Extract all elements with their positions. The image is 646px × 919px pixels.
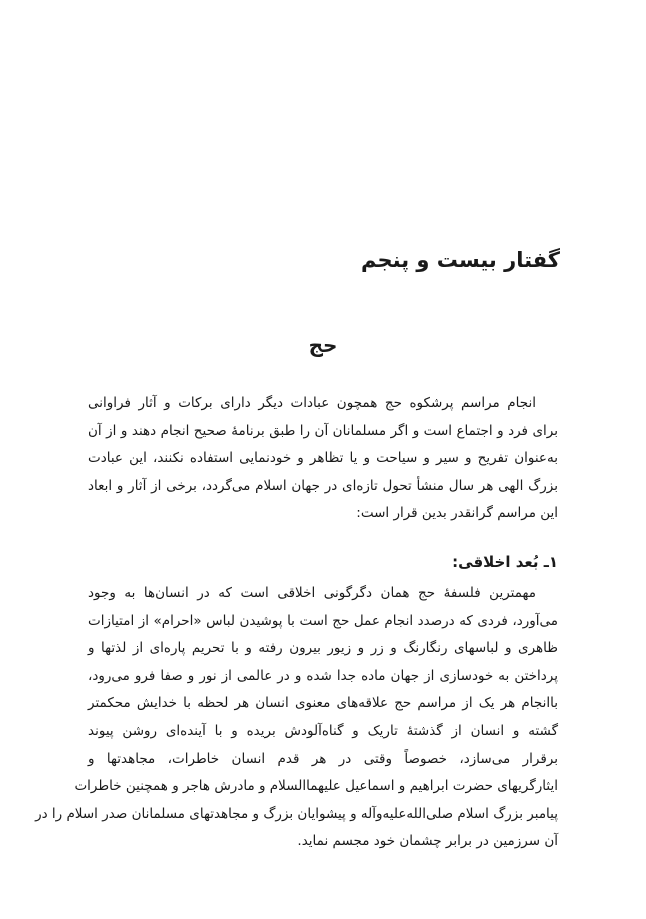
paragraph-line: برای فرد و اجتماع است و اگر مسلمانان آن را طبق برنامهٔ صحیح انجام دهند و از آن <box>88 422 558 439</box>
paragraph-line: آن سرزمین در برابر چشمان خود مجسم نماید. <box>297 833 558 850</box>
intro-paragraph <box>88 390 558 528</box>
paragraph-line: می‌آورد، فردی که درصدد انجام عمل حج است با پوشیدن لباس «احرام» از امتیازات <box>88 612 558 629</box>
chapter-title: گفتار بیست و پنجم <box>361 248 560 272</box>
paragraph-line: به‌عنوان تفریح و سیر و سیاحت و یا تظاهر و خودنمایی استفاده نکنند، این عبادت <box>88 450 558 467</box>
paragraph-line: گشته و انسان از گذشتهٔ تاریک و گناه‌آلودش بریده و با آینده‌ای روشن پیوند <box>88 722 558 739</box>
paragraph-line: پرداختن به خودسازی از جهان ماده جدا شده و در عالمی از نور و صفا فرو می‌رود، <box>88 667 558 684</box>
paragraph-line: انجام مراسم پرشکوه حج همچون عبادات دیگر دارای برکات و آثار فراوانی <box>88 395 536 411</box>
subsection-heading: ۱ـ بُعد اخلاقی: <box>452 553 558 571</box>
paragraph-line: ظاهری و لباسهای رنگارنگ و زر و زیور بیرون رفته و با تحریم پاره‌ای از لذتها و <box>88 640 558 657</box>
paragraph-line: بزرگ الهی هر سال منشأ تحول تازه‌ای در جهان اسلام می‌گردد، برخی از آثار و ابعاد <box>88 477 558 494</box>
paragraph-line: برقرار می‌سازد، خصوصاً وقتی در هر قدم انسان خاطرات، مجاهدتها و <box>88 750 558 767</box>
section-title: حج <box>308 333 338 357</box>
paragraph-line: این مراسم گرانقدر بدین قرار است: <box>356 505 558 522</box>
moral-dimension-paragraph <box>35 580 558 856</box>
paragraph-line: پیامبر بزرگ اسلام صلی‌الله‌علیه‌وآله و پیشوایان بزرگ و مجاهدتهای مسلمانان صدر اسلام را در <box>35 805 558 822</box>
paragraph-line: مهمترین فلسفهٔ حج همان دگرگونی اخلاقی است که در انسان‌ها به وجود <box>88 585 536 601</box>
paragraph-line: باانجام هر یک از مراسم حج علاقه‌های معنوی انسان هر لحظه با خدایش محکمتر <box>88 695 558 712</box>
paragraph-line: ایثارگریهای حضرت ابراهیم و اسماعیل علیهماالسلام و مادرش هاجر و همچنین خاطرات <box>74 778 558 795</box>
